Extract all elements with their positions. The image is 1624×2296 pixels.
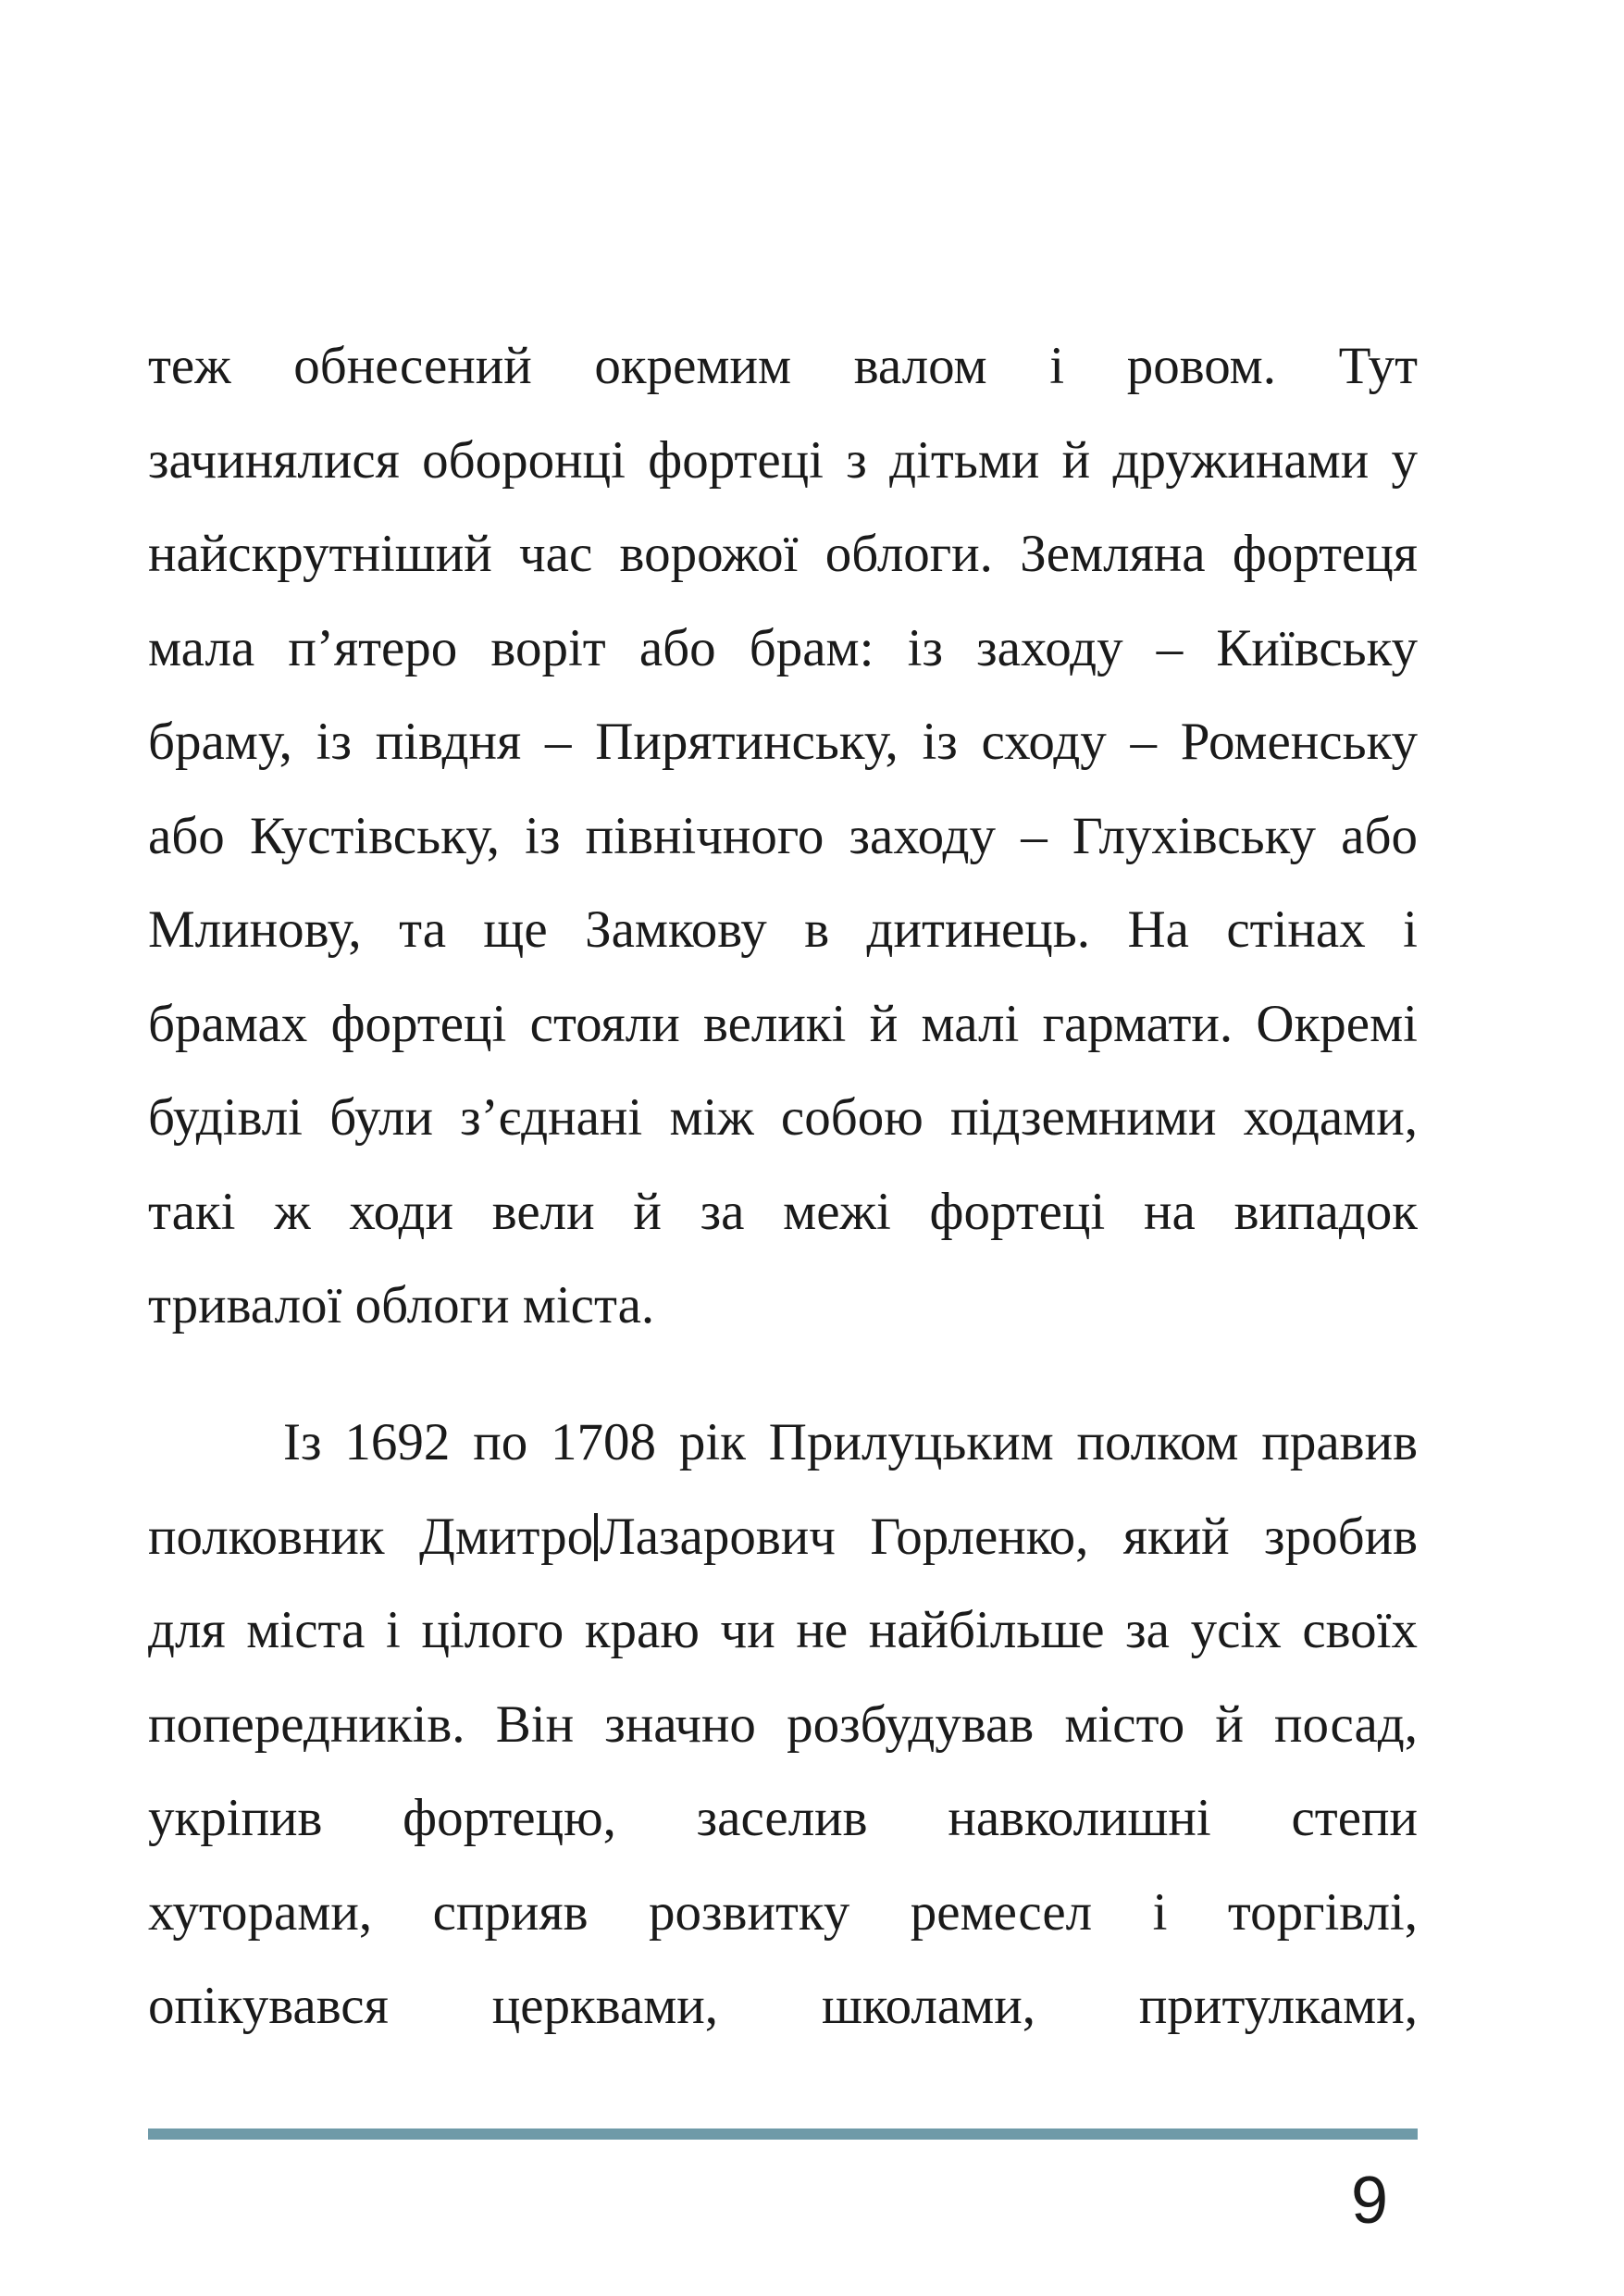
text-line: такі ж ходи вели й за межі фортеці на випадок [148,1182,1418,1241]
text-line: тривалої облоги міста. [148,1276,655,1334]
text-segment: Лазарович Горленко, який зробив [600,1507,1418,1566]
paragraph-1 [148,319,1418,1353]
text-line: Із 1692 по 1708 рік Прилуцьким полком правив [283,1413,1418,1471]
text-segment: полковник Дмитро [148,1507,594,1566]
text-line: або Кустівську, із північного заходу – Глухівську або [148,806,1418,865]
text-line: зачинялися оборонці фортеці з дітьми й дружинами у [148,430,1418,490]
text-line: опікувався церквами, школами, притулками, [148,1977,1418,2035]
text-line: Млинову, та ще Замкову в дитинець. На стінах і [148,900,1418,959]
text-line: для міста і цілого краю чи не найбільше за усіх своїх [148,1601,1418,1659]
text-line: укріпив фортецю, заселив навколишні степи [148,1789,1418,1847]
text-line: брамах фортеці стояли великі й малі гармати. Окремі [148,994,1418,1053]
text-line: мала п’ятеро воріт або брам: із заходу – Київську [148,618,1418,677]
text-cursor [594,1513,598,1561]
text-line: попередників. Він значно розбудував місто й посад, [148,1694,1418,1754]
text-line: будівлі були з’єднані між собою підземними ходами, [148,1088,1418,1147]
footer-rule [148,2128,1418,2140]
text-line-with-cursor [148,1490,1418,1584]
paragraph-2 [148,1396,1418,2054]
text-line: хуторами, сприяв розвитку ремесел і торгівлі, [148,1882,1418,1942]
text-line: найскрутніший час ворожої облоги. Земляна фортеця [148,525,1418,583]
text-line: браму, із півдня – Пирятинську, із сходу – Роменську [148,713,1418,771]
text-line: теж обнесений окремим валом і ровом. Тут [148,337,1418,395]
page-number: 9 [1350,2164,1388,2238]
